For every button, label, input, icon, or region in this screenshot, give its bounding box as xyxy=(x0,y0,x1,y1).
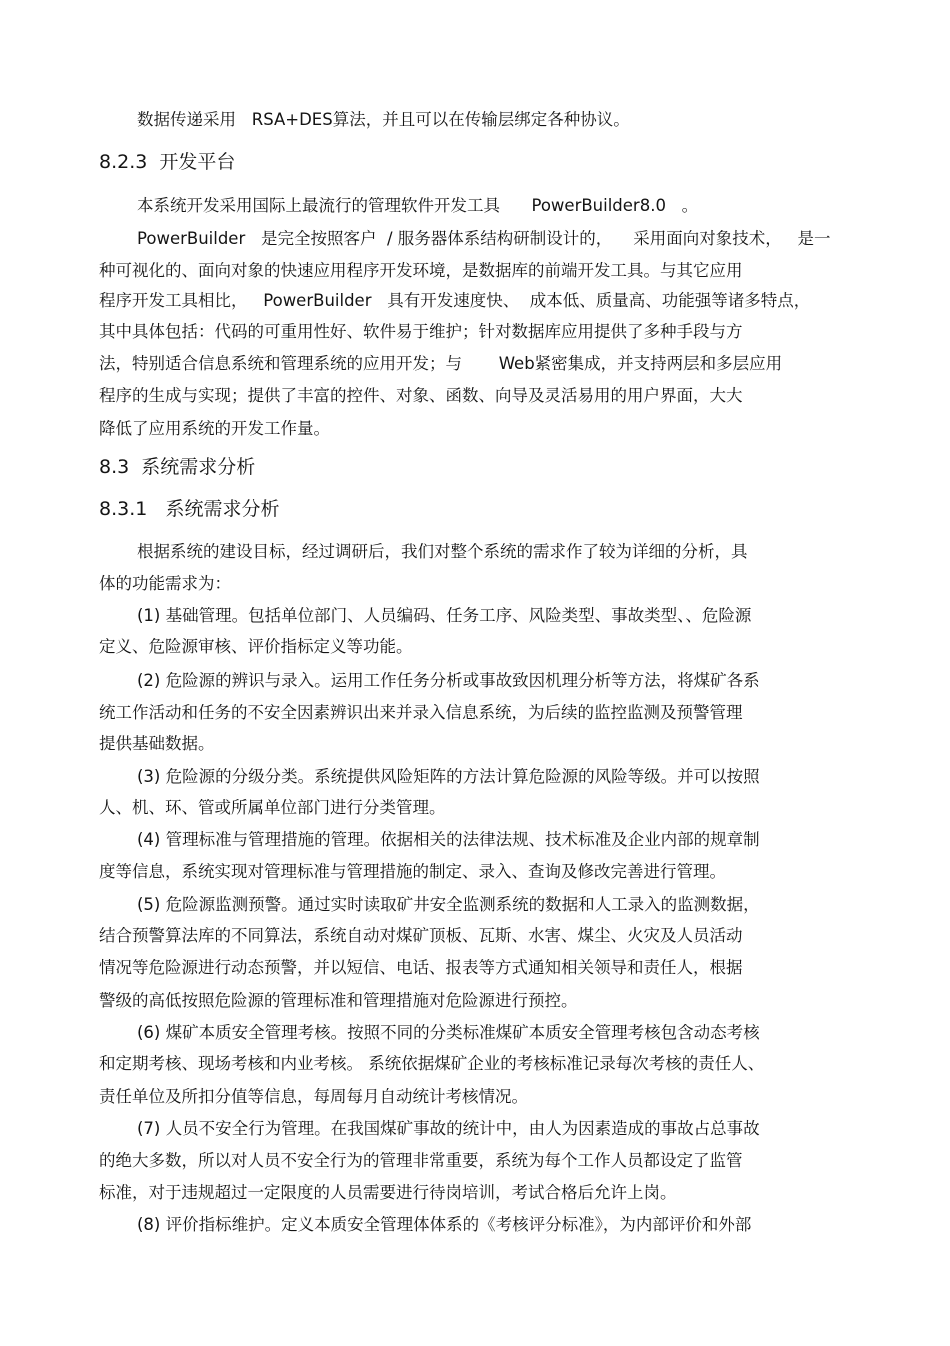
paragraph-line: 根据系统的建设目标，经过调研后，我们对整个系统的需求作了较为详细的分析，具 xyxy=(137,542,748,561)
paragraph-line: 程序开发工具相比， PowerBuilder 具有开发速度快、 成本低、质量高、功能强等诸多特点， xyxy=(99,291,811,310)
list-item-line: 警级的高低按照危险源的管理标准和管理措施对危险源进行预控。 xyxy=(99,991,578,1010)
list-item-line: 提供基础数据。 xyxy=(99,734,215,753)
list-item-line: 统工作活动和任务的不安全因素辨识出来并录入信息系统，为后续的监控监测及预警管理 xyxy=(99,703,743,722)
paragraph-line: 程序的生成与实现；提供了丰富的控件、对象、函数、向导及灵活易用的用户界面，大大 xyxy=(99,386,743,405)
list-item-line: (4) 管理标准与管理措施的管理。依据相关的法律法规、技术标准及企业内部的规章制 xyxy=(137,830,760,849)
list-item-line: 度等信息，系统实现对管理标准与管理措施的制定、录入、查询及修改完善进行管理。 xyxy=(99,862,726,881)
list-item-line: (2) 危险源的辨识与录入。运用工作任务分析或事故致因机理分析等方法，将煤矿各系 xyxy=(137,671,760,690)
list-item-line: (5) 危险源监测预警。通过实时读取矿井安全监测系统的数据和人工录入的监测数据， xyxy=(137,895,760,914)
list-item-line: (3) 危险源的分级分类。系统提供风险矩阵的方法计算危险源的风险等级。并可以按照 xyxy=(137,767,760,786)
list-item-line: 定义、危险源审核、评价指标定义等功能。 xyxy=(99,637,413,656)
paragraph-line: 法，特别适合信息系统和管理系统的应用开发；与 Web紧密集成，并支持两层和多层应用 xyxy=(99,354,783,373)
list-item-line: 人、机、环、管或所属单位部门进行分类管理。 xyxy=(99,798,446,817)
paragraph-line: 降低了应用系统的开发工作量。 xyxy=(99,419,330,438)
paragraph-line: 种可视化的、面向对象的快速应用程序开发环境，是数据库的前端开发工具。与其它应用 xyxy=(99,261,743,280)
paragraph-line: 体的功能需求为： xyxy=(99,574,231,593)
list-item-line: 责任单位及所扣分值等信息，每周每月自动统计考核情况。 xyxy=(99,1087,528,1106)
list-item-line: 标准，对于违规超过一定限度的人员需要进行待岗培训，考试合格后允许上岗。 xyxy=(99,1183,677,1202)
section-heading: 8.3 系统需求分析 xyxy=(99,456,256,478)
subsection-heading: 8.3.1 系统需求分析 xyxy=(99,498,280,520)
paragraph-line: 其中具体包括：代码的可重用性好、软件易于维护；针对数据库应用提供了多种手段与方 xyxy=(99,322,743,341)
list-item-line: (6) 煤矿本质安全管理考核。按照不同的分类标准煤矿本质安全管理考核包含动态考核 xyxy=(137,1023,760,1042)
list-item-line: 结合预警算法库的不同算法，系统自动对煤矿顶板、瓦斯、水害、煤尘、火灾及人员活动 xyxy=(99,926,743,945)
list-item-line: 的绝大多数，所以对人员不安全行为的管理非常重要，系统为每个工作人员都设定了监管 xyxy=(99,1151,743,1170)
list-item-line: (1) 基础管理。包括单位部门、人员编码、任务工序、风险类型、事故类型、、危险源 xyxy=(137,606,752,625)
paragraph-line: 数据传递采用 RSA+DES算法，并且可以在传输层绑定各种协议。 xyxy=(137,110,630,129)
list-item-line: (8) 评价指标维护。定义本质安全管理体体系的《考核评分标准》，为内部评价和外部 xyxy=(137,1215,752,1234)
list-item-line: 情况等危险源进行动态预警，并以短信、电话、报表等方式通知相关领导和责任人，根据 xyxy=(99,958,743,977)
paragraph-line: 本系统开发采用国际上最流行的管理软件开发工具 PowerBuilder8.0 。 xyxy=(137,196,699,215)
list-item-line: 和定期考核、现场考核和内业考核。 系统依据煤矿企业的考核标准记录每次考核的责任人、 xyxy=(99,1054,765,1073)
list-item-line: (7) 人员不安全行为管理。在我国煤矿事故的统计中，由人为因素造成的事故占总事故 xyxy=(137,1119,760,1138)
section-heading: 8.2.3 开发平台 xyxy=(99,151,236,173)
paragraph-line: PowerBuilder 是完全按照客户 / 服务器体系结构研制设计的， 采用面向对象技术， 是一 xyxy=(137,229,831,248)
